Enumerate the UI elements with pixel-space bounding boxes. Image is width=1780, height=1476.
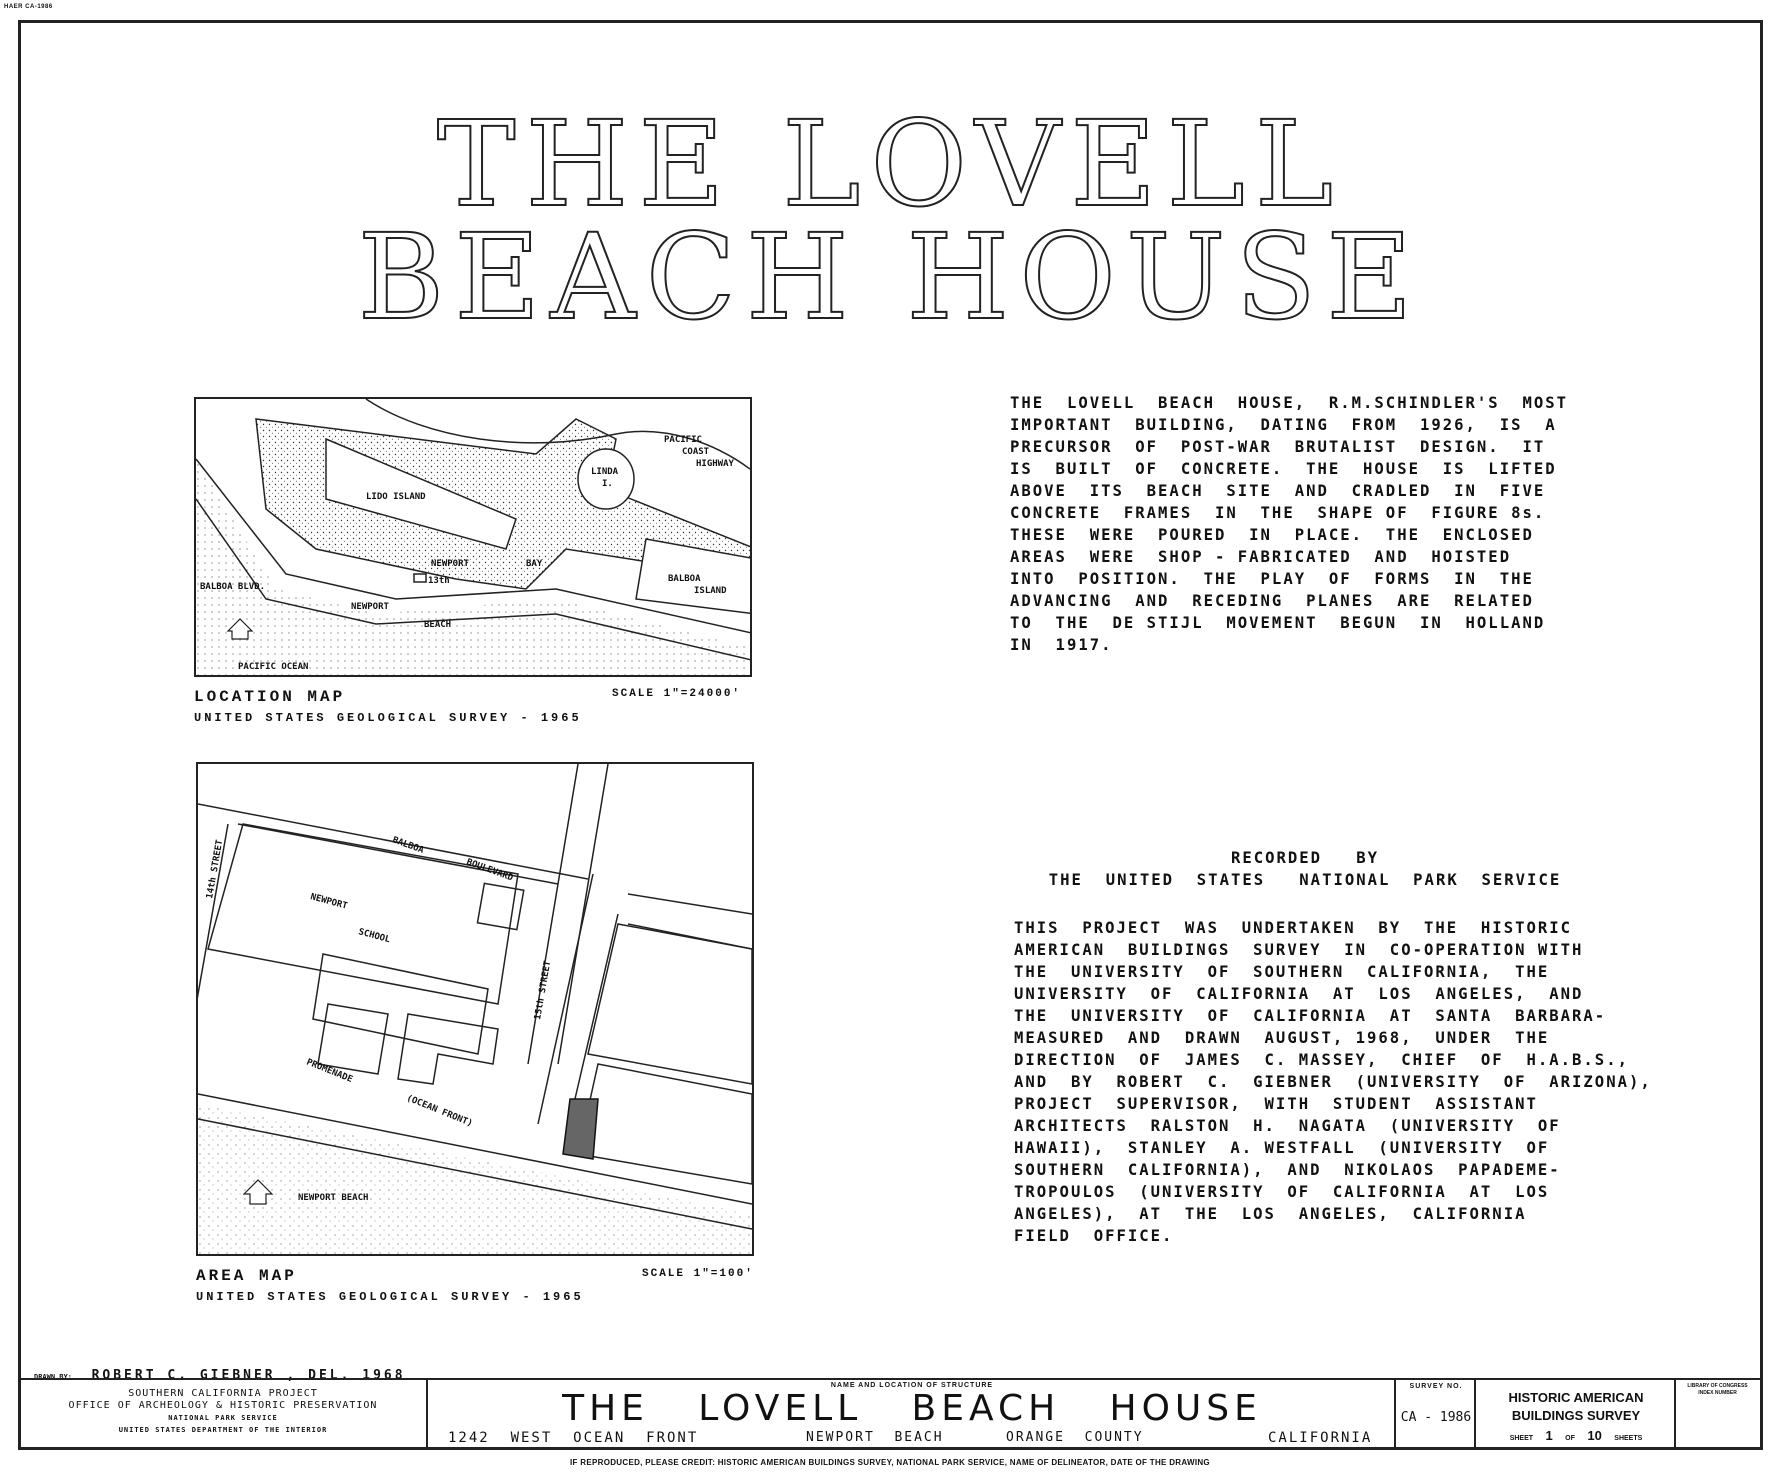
org-line-2: OFFICE OF ARCHEOLOGY & HISTORIC PRESERVATION [68,1400,378,1411]
label-balboa-island-1: BALBOA [668,574,701,584]
structure-address: 1242 WEST OCEAN FRONT [448,1430,699,1446]
drawn-by-label: DRAWN BY: [34,1373,72,1381]
title-graphic [0,0,1780,340]
location-map-drawing [196,399,750,675]
label-14th-street: 14th STREET [205,839,226,900]
label-lido-island: LIDO ISLAND [366,492,426,502]
sheet-code: HAER CA-1986 [4,4,53,10]
label-coast: COAST [682,447,710,457]
sheet-label: SHEET [1509,1435,1534,1442]
title-line-2: BEACH HOUSE [357,208,1423,340]
of-label: OF [1565,1435,1575,1442]
label-pacific-ocean: PACIFIC OCEAN [238,662,309,672]
label-promenade: PROMENADE [304,1057,354,1086]
loc-cell [1676,1380,1759,1450]
habs-line-1: HISTORIC AMERICAN [1508,1390,1644,1405]
habs-line-2: BUILDINGS SURVEY [1511,1408,1641,1423]
title-block [18,1378,1763,1450]
label-linda-i: I. [602,479,613,489]
label-newport-2: NEWPORT [351,602,389,612]
location-map-source: UNITED STATES GEOLOGICAL SURVEY - 1965 [194,711,582,725]
label-balboa-island-2: ISLAND [694,586,727,596]
structure-cell [428,1380,1396,1450]
org-line-3: NATIONAL PARK SERVICE [168,1414,278,1422]
survey-cell [1396,1380,1476,1450]
project-text: THIS PROJECT WAS UNDERTAKEN BY THE HISTORIC AMERICAN BUILDINGS SURVEY IN CO-OPERATION WITH THE UNIVERSITY OF SOUTHERN CALIFORNIA, THE UNIVERSITY OF CALIFORNIA AT LOS ANGELES, AND THE UNIVERSITY OF CALIFORNIA AT SANTA BARBARA- MEASURED AND DRAWN AUGUST, 1968, UNDER THE DIRECTION OF JAMES C. MASSEY, CHIEF OF H.A.B.S., AND BY ROBERT C. GIEBNER (UNIVERSITY OF ARIZONA), PROJECT SUPERVISOR, WITH STUDENT ASSISTANT ARCHITECTS RALSTON H. NAGATA (UNIVERSITY OF HAWAII), STANLEY A. WESTFALL (UNIVERSITY OF SOUTHERN CALIFORNIA), AND NIKOLAOS PAPADEME- TROPOULOS (UNIVERSITY OF CALIFORNIA AT LOS ANGELES), AT THE LOS ANGELES, CALIFORNIA FIELD OFFICE. [1014,919,1652,1245]
recorded-by: RECORDED BY [1230,849,1380,867]
structure-county: ORANGE COUNTY [1006,1430,1144,1445]
recorded-agency: THE UNITED STATES NATIONAL PARK SERVICE [1048,871,1562,889]
label-bay: BAY [526,559,543,569]
area-map-scale: SCALE 1"=100' [642,1268,754,1280]
sheets-label: SHEETS [1614,1435,1643,1442]
label-15th-street: 15th STREET [533,960,554,1021]
label-highway: HIGHWAY [696,459,734,469]
sheet-total: 10 [1587,1428,1602,1443]
area-map-caption: AREA MAP [196,1267,297,1285]
label-newport-beach: NEWPORT BEACH [298,1193,369,1203]
location-map-caption: LOCATION MAP [194,688,346,706]
label-linda: LINDA [591,467,619,477]
structure-state: CALIFORNIA [1268,1430,1373,1446]
label-balboa: BALBOA [390,835,425,856]
survey-number: CA - 1986 [1400,1410,1472,1425]
label-beach: BEACH [424,620,452,630]
drawn-by-value: ROBERT C. GIEBNER , DEL. 1968 [91,1368,406,1383]
label-balboa-blvd: BALBOA BLVD. [200,582,266,592]
reproduction-credit: IF REPRODUCED, PLEASE CREDIT: HISTORIC AMERICAN BUILDINGS SURVEY, NATIONAL PARK SERVICE, NAME OF DELINEATOR, DATE OF THE DRAWING [570,1458,1210,1467]
location-map [194,397,752,677]
area-map-drawing [198,764,752,1254]
structure-name-label: NAME AND LOCATION OF STRUCTURE [830,1382,994,1389]
label-boulevard: BOULEVARD [464,857,515,884]
location-map-scale: SCALE 1"=24000' [612,688,742,700]
structure-city: NEWPORT BEACH [806,1430,944,1445]
survey-label: SURVEY NO. [1409,1383,1463,1390]
area-map-source: UNITED STATES GEOLOGICAL SURVEY - 1965 [196,1290,584,1304]
area-map [196,762,754,1256]
label-13th: 13th [428,576,450,586]
label-school: SCHOOL [357,927,392,946]
structure-name: THE LOVELL BEACH HOUSE [562,1388,1262,1429]
org-cell [18,1380,428,1450]
label-newport: NEWPORT [431,559,469,569]
sheet-number: 1 [1545,1428,1553,1443]
title-line-1: THE LOVELL [436,95,1344,233]
label-ocean-front: (OCEAN FRONT) [404,1093,474,1130]
loc-line-1: LIBRARY OF CONGRESS [1687,1383,1748,1389]
label-pacific: PACIFIC [664,435,702,445]
description-text: THE LOVELL BEACH HOUSE, R.M.SCHINDLER'S MOST IMPORTANT BUILDING, DATING FROM 1926, IS A PRECURSOR OF POST-WAR BRUTALIST DESIGN. IT IS BUILT OF CONCRETE. THE HOUSE IS LIFTED ABOVE ITS BEACH SITE AND CRADLED IN FIVE CONCRETE FRAMES IN THE SHAPE OF FIGURE 8s. THESE WERE POURED IN PLACE. THE ENCLOSED AREAS WERE SHOP - FABRICATED AND HOISTED INTO POSITION. THE PLAY OF FORMS IN THE ADVANCING AND RECEDING PLANES ARE RELATED TO THE DE STIJL MOVEMENT BEGUN IN HOLLAND IN 1917. [1010,394,1569,654]
label-newport: NEWPORT [309,892,349,912]
sheet-count [1476,1427,1676,1445]
org-line-1: SOUTHERN CALIFORNIA PROJECT [128,1388,318,1399]
habs-cell [1476,1380,1676,1450]
org-line-4: UNITED STATES DEPARTMENT OF THE INTERIOR [118,1426,328,1434]
loc-line-2: INDEX NUMBER [1698,1390,1737,1396]
